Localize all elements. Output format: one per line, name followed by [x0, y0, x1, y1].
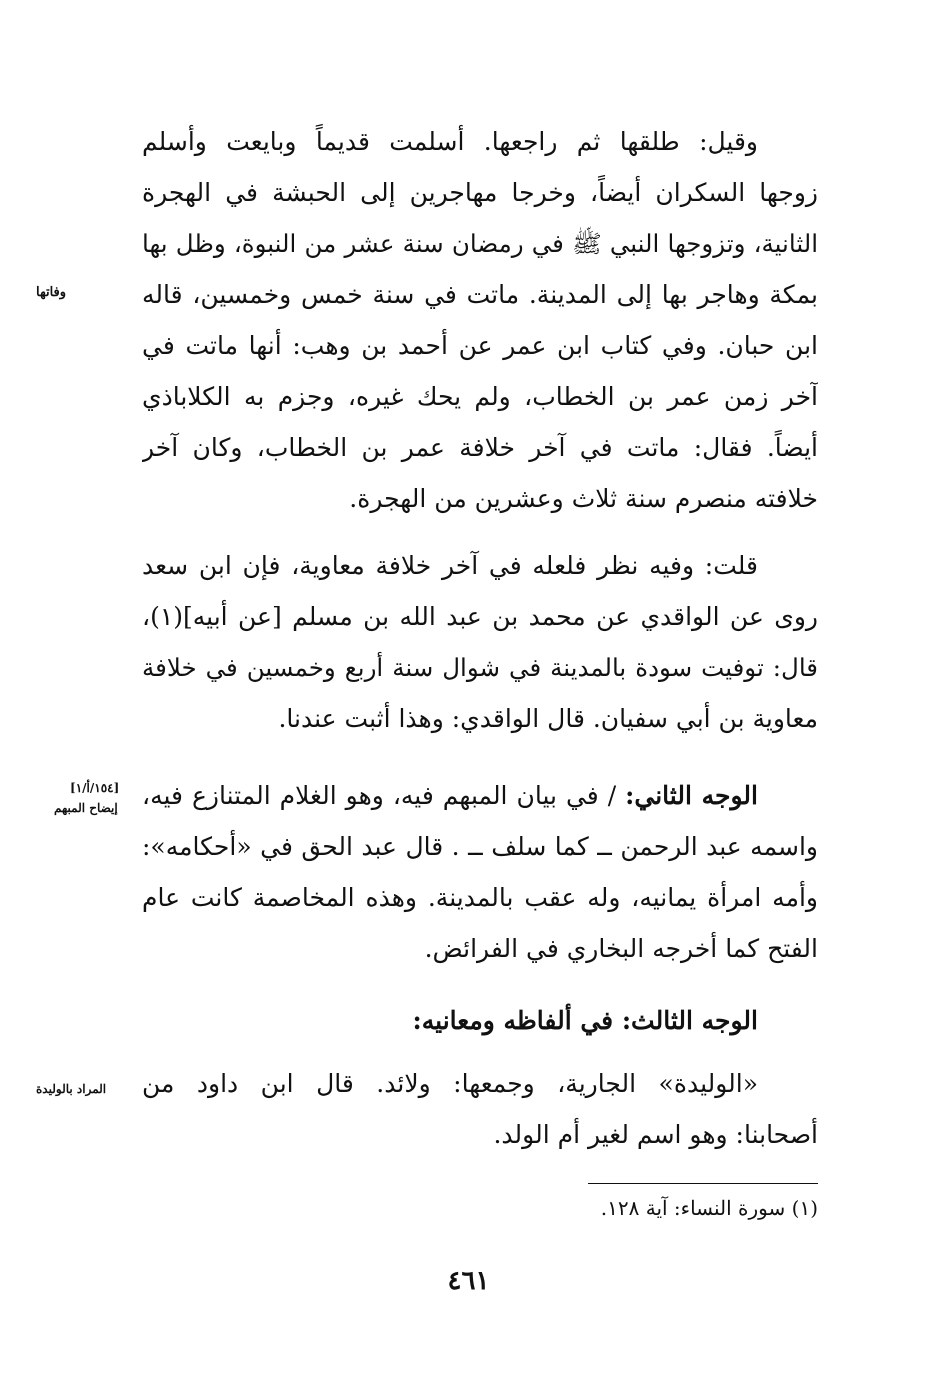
footnote-divider: [588, 1183, 818, 1184]
margin-note-death: وفاتها: [36, 285, 67, 300]
text-line: وأمه امرأة يمانيه، وله عقب بالمدينة. وهذه المخاصمة كانت عام: [142, 883, 818, 912]
paragraph-1: [142, 116, 818, 524]
text-line: روى عن الواقدي عن محمد بن عبد الله بن مسلم [عن أبيه](١)،: [142, 602, 818, 631]
margin-note-ref-title: إيضاح المبهم: [54, 801, 118, 815]
text-line: آخر زمن عمر بن الخطاب، ولم يحك غيره، وجزم به الكلاباذي: [142, 382, 818, 411]
text-line: الفتح كما أخرجه البخاري في الفرائض.: [424, 934, 818, 963]
text-line: أيضاً. فقال: ماتت في آخر خلافة عمر بن الخطاب، وكان آخر: [142, 433, 818, 462]
text-line: زوجها السكران أيضاً، وخرجا مهاجرين إلى الحبشة في الهجرة: [142, 178, 818, 207]
margin-note-walida: المراد بالوليدة: [36, 1082, 107, 1096]
text-line: واسمه عبد الرحمن ــ كما سلف ــ . قال عبد الحق في «أحكامه»:: [142, 832, 818, 861]
paragraph-4: [142, 995, 818, 1046]
paragraph-3: [142, 770, 818, 974]
section-heading: الوجه الثالث: في ألفاظه ومعانيه:: [412, 1006, 758, 1035]
text-line: الثانية، وتزوجها النبي ﷺ في رمضان سنة عشر من النبوة، وظل بها: [142, 229, 818, 258]
text-line: ابن حبان. وفي كتاب ابن عمر عن أحمد بن وهب: أنها ماتت في: [142, 331, 818, 360]
paragraph-2: [142, 540, 818, 744]
text-line: بمكة وهاجر بها إلى المدينة. ماتت في سنة خمس وخمسين، قاله: [142, 280, 818, 309]
section-label: الوجه الثاني:: [625, 781, 758, 810]
text-line: قال: توفيت سودة بالمدينة في شوال سنة أربع وخمسين في خلافة: [142, 653, 818, 682]
text-line: قلت: وفيه نظر فلعله في آخر خلافة معاوية، فإن ابن سعد: [142, 551, 758, 580]
text-line: الوجه الثاني: / في بيان المبهم فيه، وهو الغلام المتنازع فيه،: [142, 781, 758, 810]
text-line: وقيل: طلقها ثم راجعها. أسلمت قديماً وبايعت وأسلم: [142, 127, 758, 156]
text-line: «الوليدة» الجارية، وجمعها: ولائد. قال ابن داود من: [142, 1069, 758, 1098]
paragraph-5: [142, 1058, 818, 1160]
margin-note-ref-code: [١٥٤/أ/١]: [70, 781, 120, 795]
text-line: معاوية بن أبي سفيان. قال الواقدي: وهذا أثبت عندنا.: [278, 704, 818, 733]
text-line: خلافته منصرم سنة ثلاث وعشرين من الهجرة.: [349, 484, 818, 513]
text-line: أصحابنا: وهو اسم لغير أم الولد.: [493, 1120, 818, 1149]
footnote: (١) سورة النساء: آية ١٢٨.: [600, 1196, 818, 1220]
page-number: ٤٦١: [447, 1266, 490, 1296]
